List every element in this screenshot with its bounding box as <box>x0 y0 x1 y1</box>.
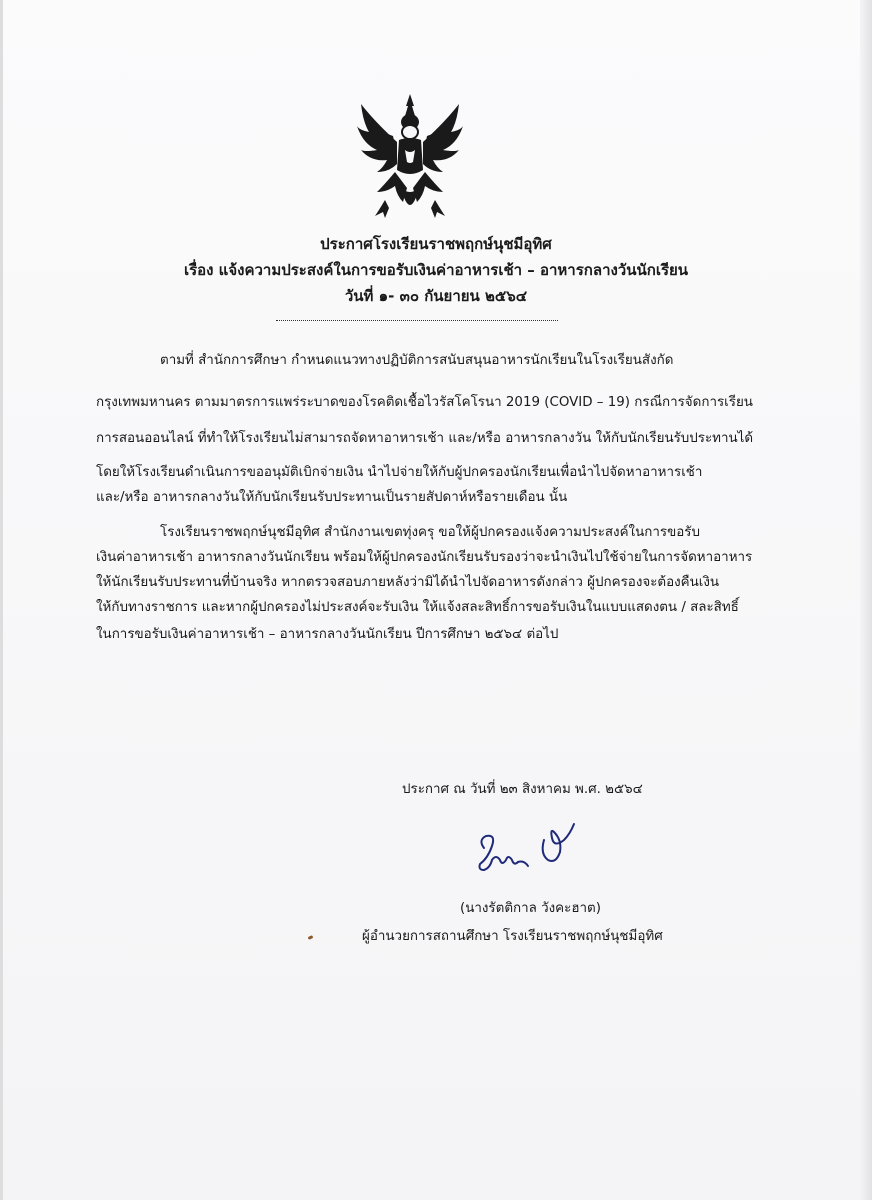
signer-position: ผู้อำนวยการสถานศึกษา โรงเรียนราชพฤกษ์นุชมีอุทิศ <box>362 929 663 944</box>
handwritten-signature <box>470 810 590 880</box>
page-edge-right <box>860 0 872 1200</box>
garuda-emblem-icon <box>355 92 465 222</box>
page-edge-left <box>0 0 3 1200</box>
para1-line-4: โดยให้โรงเรียนดำเนินการขออนุมัติเบิกจ่ายเงิน นำไปจ่ายให้กับผู้ปกครองนักเรียนเพื่อนำไปจัดหาอาหารเช้า <box>96 465 703 480</box>
para1-line-5: และ/หรือ อาหารกลางวันให้กับนักเรียนรับประทานเป็นรายสัปดาห์หรือรายเดือน นั้น <box>96 490 568 505</box>
para2-line-3: ให้นักเรียนรับประทานที่บ้านจริง หากตรวจสอบภายหลังว่ามิได้นำไปจัดอาหารดังกล่าว ผู้ปกครองจะต้องคืนเงิน <box>96 575 720 590</box>
para1-line-1: ตามที่ สำนักการศึกษา กำหนดแนวทางปฏิบัติการสนับสนุนอาหารนักเรียนในโรงเรียนสังกัด <box>160 353 674 368</box>
announcement-issued-date: ประกาศ ณ วันที่ ๒๓ สิงหาคม พ.ศ. ๒๕๖๔ <box>402 782 643 797</box>
para2-line-2: เงินค่าอาหารเช้า อาหารกลางวันนักเรียน พร้อมให้ผู้ปกครองนักเรียนรับรองว่าจะนำเงินไปใช้จ่ายในการจัดหาอาหาร <box>96 550 753 565</box>
announcement-title: ประกาศโรงเรียนราชพฤกษ์นุชมีอุทิศ <box>320 235 552 253</box>
signer-name: (นางรัตติกาล วังคะฮาต) <box>460 901 601 916</box>
para2-line-1: โรงเรียนราชพฤกษ์นุชมีอุทิศ สำนักงานเขตทุ่งครุ ขอให้ผู้ปกครองแจ้งความประสงค์ในการขอรับ <box>160 525 700 540</box>
announcement-date-range: วันที่ ๑- ๓๐ กันยายน ๒๕๖๔ <box>344 287 528 305</box>
para1-line-2: กรุงเทพมหานคร ตามมาตรการแพร่ระบาดของโรคติดเชื้อไวรัสโคโรนา 2019 (COVID – 19) กรณีการจัดการเรียน <box>96 395 753 410</box>
para2-line-5: ในการขอรับเงินค่าอาหารเช้า – อาหารกลางวันนักเรียน ปีการศึกษา ๒๕๖๔ ต่อไป <box>96 627 559 642</box>
announcement-subject: เรื่อง แจ้งความประสงค์ในการขอรับเงินค่าอาหารเช้า – อาหารกลางวันนักเรียน <box>183 261 689 279</box>
dotted-divider <box>276 320 558 321</box>
para1-line-3: การสอนออนไลน์ ที่ทำให้โรงเรียนไม่สามารถจัดหาอาหารเช้า และ/หรือ อาหารกลางวัน ให้กับนักเรียนรับประทานได้ <box>96 431 754 446</box>
para2-line-4: ให้กับทางราชการ และหากผู้ปกครองไม่ประสงค์จะรับเงิน ให้แจ้งสละสิทธิ์การขอรับเงินในแบบแสดงตน / สละสิทธิ์ <box>96 600 739 615</box>
paper-speck <box>308 935 314 940</box>
